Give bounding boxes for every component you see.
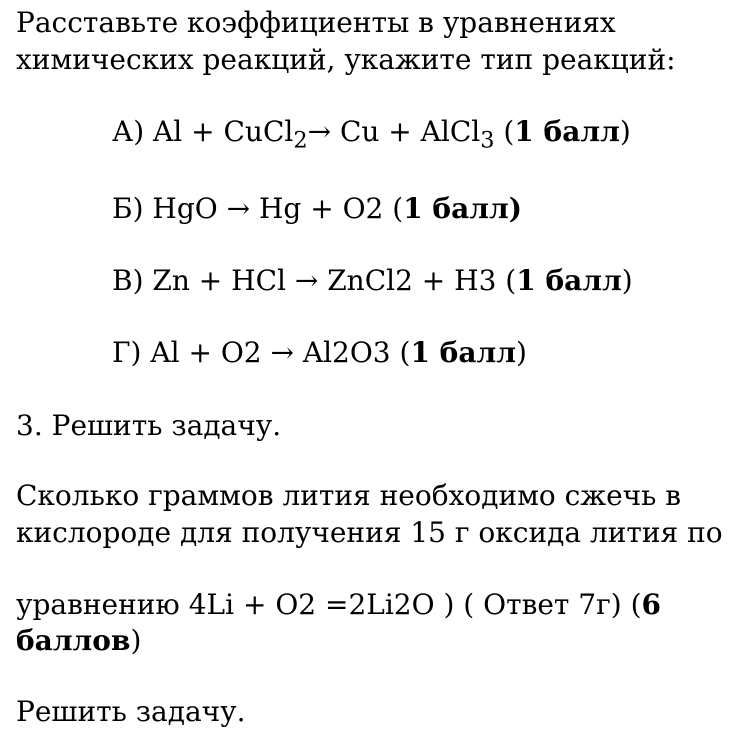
footer-task: Решить задачу. — [16, 695, 246, 728]
reaction-g: Г) Al + O2 → Al2O3 (1 балл) — [112, 336, 527, 369]
intro-line-1: Расставьте коэффициенты в уравнениях — [16, 6, 616, 39]
problem-line-2: кислороде для получения 15 г оксида лития по — [16, 516, 723, 549]
problem-line-4: баллов) — [16, 624, 142, 657]
problem-line-1: Сколько граммов лития необходимо сжечь в — [16, 479, 682, 512]
task3-heading: 3. Решить задачу. — [16, 409, 282, 442]
reaction-b: Б) HgO → Hg + O2 (1 балл) — [112, 192, 522, 225]
intro-line-2: химических реакций, укажите тип реакций: — [16, 43, 676, 76]
reaction-v: В) Zn + HCl → ZnCl2 + H3 (1 балл) — [112, 264, 633, 297]
reaction-a: А) Al + CuCl$_2$→ Cu + AlCl$_3$ (1 балл) — [112, 115, 631, 154]
problem-line-3: уравнению 4Li + O2 =2Li2O ) ( Ответ 7г) (6 — [16, 588, 662, 621]
